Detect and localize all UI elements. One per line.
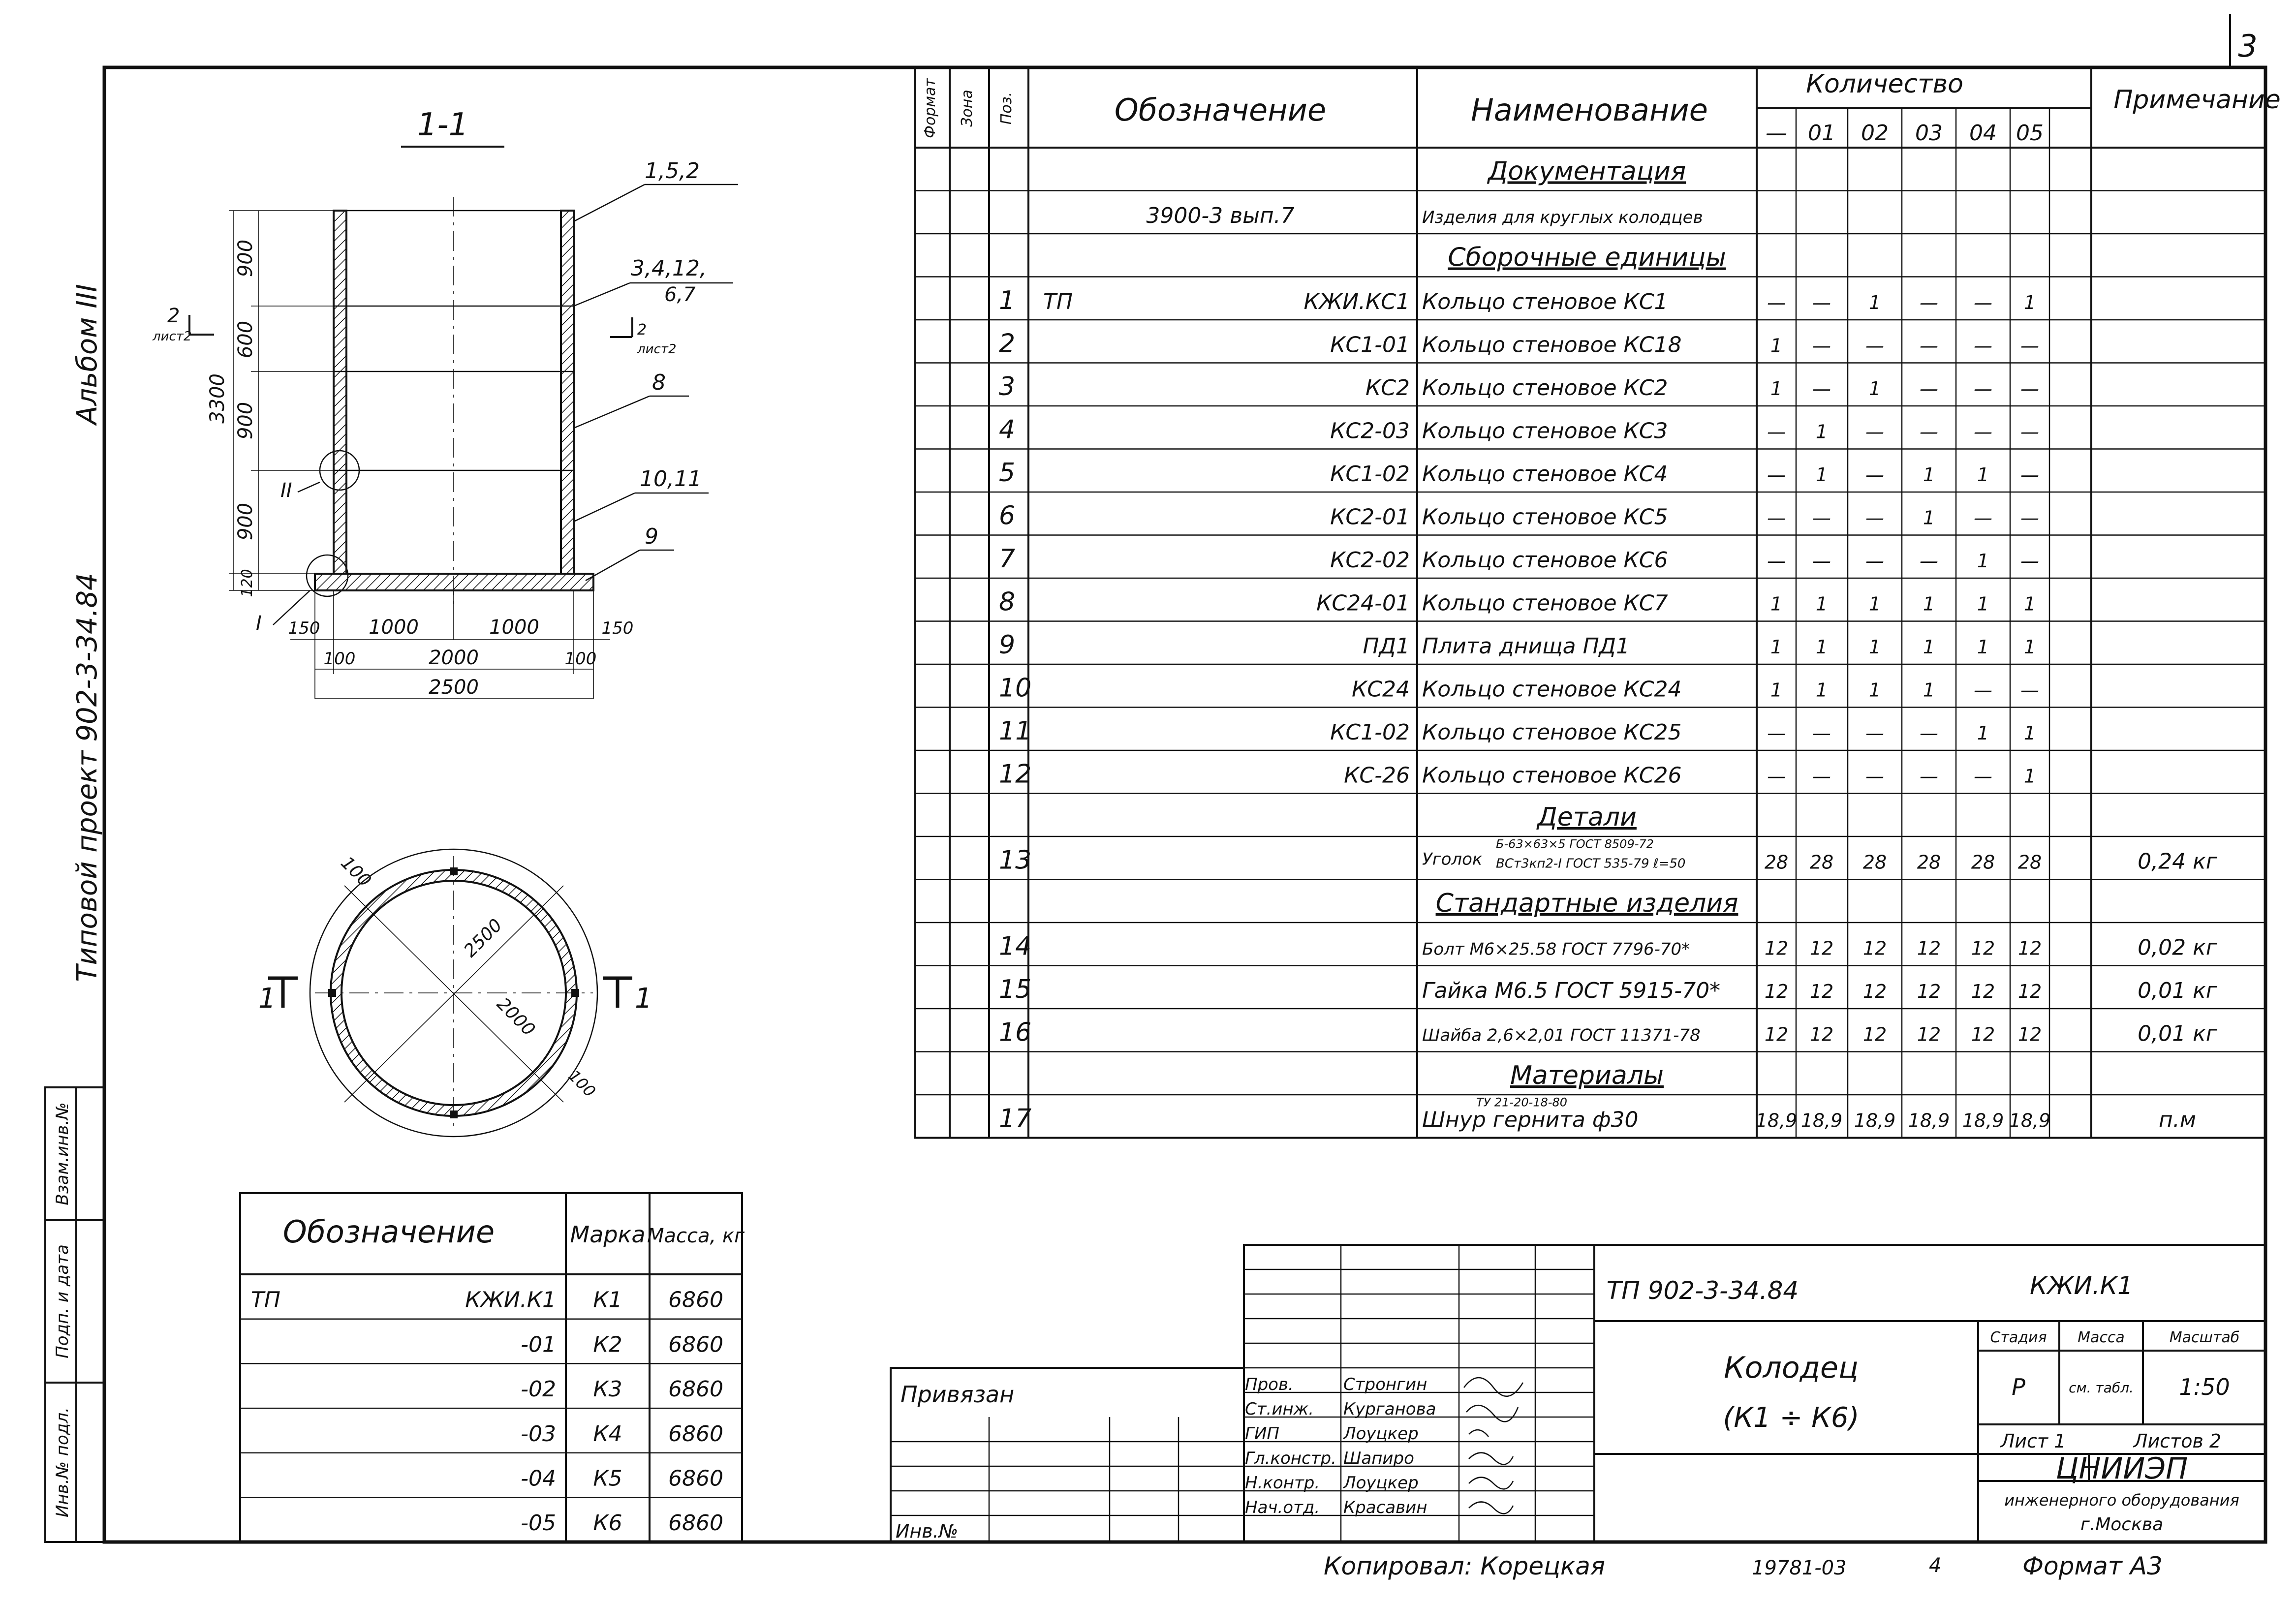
doc-code: ТП 902-3-34.84 — [1606, 1276, 1799, 1305]
spec-header-name: Наименование — [1471, 92, 1708, 128]
spec-qty-5-3: — — [1920, 378, 1938, 400]
side-labels — [71, 284, 103, 982]
scale-value: 1:50 — [2179, 1374, 2230, 1400]
spec-header-designation: Обозначение — [1114, 92, 1327, 128]
spec-qty-19-3: 12 — [1917, 981, 1941, 1002]
spec-name-6: Кольцо стеновое КС3 — [1422, 418, 1668, 444]
spec-name-7: Кольцо стеновое КС4 — [1422, 462, 1668, 487]
sig-name-4: Шапиро — [1343, 1449, 1414, 1468]
stamp-field-sign-date: Подп. и дата — [53, 1244, 72, 1358]
spec-designation-6: КС2-03 — [1330, 418, 1410, 444]
mass-mark-4: К5 — [593, 1466, 622, 1491]
section-title: 1-1 — [417, 107, 469, 143]
dim-v-4: 900 — [234, 502, 257, 541]
spec-qty-14-1: — — [1812, 765, 1831, 787]
mass-mark-5: К6 — [593, 1511, 622, 1536]
spec-qty-13-5: 1 — [2023, 722, 2036, 744]
spec-pos-12: 10 — [999, 673, 1032, 703]
title-block — [891, 1245, 2265, 1542]
sheet-frame — [104, 14, 2265, 1542]
spec-qty-8-3: 1 — [1923, 507, 1935, 529]
doc-title-line1: Колодец — [1724, 1351, 1859, 1385]
spec-note-16: 0,24 кг — [2138, 849, 2217, 874]
spec-designation-9: КС2-02 — [1330, 548, 1410, 573]
spec-pos-6: 4 — [999, 415, 1016, 445]
spec-pos-8: 6 — [999, 501, 1016, 531]
cut-sheet-right: лист2 — [637, 342, 677, 357]
spec-section-15: Детали — [1537, 802, 1637, 832]
spec-qty-3-3: — — [1920, 292, 1938, 313]
spec-qty-19-1: 12 — [1809, 981, 1834, 1002]
spec-des-prefix-3: ТП — [1043, 289, 1073, 314]
sheet-value: Лист 1 — [2000, 1430, 2066, 1452]
stamp-field-replace: Взам.инв.№ — [53, 1102, 72, 1205]
mass-value-2: 6860 — [668, 1377, 723, 1402]
spec-qty-7-5: — — [2020, 464, 2039, 486]
spec-qty-9-1: — — [1812, 550, 1831, 572]
dim-v-3: 900 — [234, 401, 257, 440]
spec-qty-6-5: — — [2020, 421, 2039, 443]
spec-designation-4: КС1-01 — [1330, 332, 1410, 358]
spec-section-17: Стандартные изделия — [1435, 889, 1738, 918]
dim-h-top-4: 150 — [601, 618, 634, 638]
spec-header-pos: Поз. — [998, 92, 1015, 125]
spec-qty-12-4: — — [1974, 679, 1992, 701]
stage-label: Стадия — [1990, 1329, 2047, 1346]
spec-name-22: Шнур гернита ф30 — [1422, 1107, 1639, 1133]
dim-overall-height: 3300 — [206, 373, 229, 424]
plan-dim-4: 100 — [564, 1066, 599, 1101]
signature-scribble — [1464, 1378, 1523, 1513]
page-number: 4 — [1929, 1554, 1942, 1577]
spec-qty-14-3: — — [1920, 765, 1938, 787]
spec-qty-19-0: 12 — [1764, 981, 1789, 1002]
dim-overall-width: 2500 — [429, 676, 479, 699]
spec-qty-9-5: — — [2020, 550, 2039, 572]
callout-6: 9 — [645, 524, 658, 549]
spec-qty-3-0: — — [1767, 292, 1786, 313]
dim-h-mid-2: 2000 — [429, 647, 479, 669]
spec-pos-22: 17 — [999, 1104, 1032, 1134]
spec-qty-19-2: 12 — [1862, 981, 1887, 1002]
spec-name-5: Кольцо стеновое КС2 — [1422, 375, 1668, 401]
node-label-1: I — [256, 612, 262, 635]
scale-label: Масштаб — [2169, 1329, 2240, 1346]
spec-qty-4-5: — — [2020, 335, 2039, 357]
spec-qty-18-3: 12 — [1917, 937, 1941, 959]
bottom-slab — [315, 574, 593, 590]
mass-value-5: 6860 — [668, 1511, 723, 1536]
spec-section-2: Сборочные единицы — [1448, 243, 1726, 273]
sig-name-2: Курганова — [1343, 1399, 1436, 1419]
spec-name-13: Кольцо стеновое КС25 — [1422, 720, 1682, 745]
spec-pos-18: 14 — [999, 931, 1032, 961]
spec-qty-12-0: 1 — [1770, 679, 1783, 701]
spec-qty-20-3: 12 — [1917, 1023, 1941, 1046]
spec-name-8: Кольцо стеновое КС5 — [1422, 504, 1668, 530]
project-label: Типовой проект 902-3-34.84 — [71, 573, 103, 982]
dim-h-top-1: 150 — [288, 618, 320, 638]
spec-qty-11-3: 1 — [1923, 636, 1935, 658]
inv-label: Инв.№ — [896, 1520, 959, 1542]
spec-name-19: Гайка М6.5 ГОСТ 5915-70* — [1422, 978, 1721, 1003]
spec-qty-4-2: — — [1865, 335, 1884, 357]
qty-col-header-5: 05 — [2016, 121, 2044, 146]
spec-qty-13-3: — — [1920, 722, 1938, 744]
stamp-field-inventory: Инв.№ подл. — [53, 1407, 72, 1517]
spec-designation-13: КС1-02 — [1330, 720, 1410, 745]
spec-qty-16-0: 28 — [1764, 851, 1789, 873]
spec-designation-12: КС24 — [1352, 677, 1410, 702]
spec-note-20: 0,01 кг — [2138, 1021, 2217, 1047]
qty-col-header-0: — — [1766, 121, 1787, 146]
spec-qty-7-1: 1 — [1815, 464, 1828, 486]
mass-prefix-0: ТП — [251, 1287, 280, 1313]
spec-qty-9-2: — — [1865, 550, 1884, 572]
spec-qty-16-1: 28 — [1809, 851, 1834, 873]
spec-qty-20-4: 12 — [1971, 1023, 1995, 1046]
qty-col-header-1: 01 — [1808, 121, 1835, 146]
sig-role-2: Ст.инж. — [1245, 1399, 1314, 1419]
spec-qty-20-5: 12 — [2017, 1023, 2042, 1046]
mass-header-mark: Марка — [570, 1221, 646, 1248]
spec-name-12: Кольцо стеновое КС24 — [1422, 677, 1682, 702]
spec-designation-8: КС2-01 — [1330, 504, 1410, 530]
plan-dim-1: 100 — [337, 853, 375, 891]
spec-name-top-22: ТУ 21-20-18-80 — [1476, 1095, 1568, 1110]
spec-qty-4-4: — — [1974, 335, 1992, 357]
spec-qty-10-3: 1 — [1923, 593, 1935, 615]
callout-3: 6,7 — [664, 283, 696, 306]
spec-name-3: Кольцо стеновое КС1 — [1422, 289, 1668, 314]
mass-value: см. табл. — [2069, 1380, 2134, 1396]
spec-designation-11: ПД1 — [1363, 634, 1410, 659]
spec-qty-8-0: — — [1767, 507, 1786, 529]
spec-qty-8-5: — — [2020, 507, 2039, 529]
spec-pos-5: 3 — [999, 372, 1016, 401]
spec-qty-7-4: 1 — [1977, 464, 1989, 486]
spec-qty-22-2: 18,9 — [1854, 1110, 1896, 1132]
dim-h-mid-3: 100 — [564, 649, 597, 669]
spec-pos-9: 7 — [999, 544, 1016, 574]
mass-designation-4: -04 — [521, 1466, 556, 1491]
mass-designation-0: КЖИ.К1 — [465, 1287, 556, 1313]
doc-title-line2: (К1 ÷ К6) — [1723, 1402, 1860, 1434]
spec-qty-10-1: 1 — [1815, 593, 1828, 615]
spec-qty-11-5: 1 — [2023, 636, 2036, 658]
tied-label: Привязан — [900, 1381, 1015, 1408]
spec-qty-18-2: 12 — [1862, 937, 1887, 959]
spec-qty-11-2: 1 — [1868, 636, 1881, 658]
doc-mark: КЖИ.К1 — [2030, 1271, 2133, 1300]
spec-qty-14-4: — — [1974, 765, 1992, 787]
sig-name-3: Лоуцкер — [1343, 1424, 1419, 1444]
spec-pos-13: 11 — [999, 716, 1032, 746]
mass-value-3: 6860 — [668, 1421, 723, 1447]
spec-qty-18-0: 12 — [1764, 937, 1789, 959]
spec-qty-5-2: 1 — [1868, 378, 1881, 400]
cut-sheet-left: лист2 — [153, 329, 192, 344]
spec-header-note: Примечание — [2113, 85, 2281, 115]
spec-designation-3: КЖИ.КС1 — [1303, 289, 1410, 314]
mass-header-designation: Обозначение — [282, 1214, 495, 1250]
spec-table — [915, 67, 2281, 1138]
dim-h-top-3: 1000 — [489, 616, 539, 639]
spec-qty-5-0: 1 — [1770, 378, 1783, 400]
spec-qty-10-5: 1 — [2023, 593, 2036, 615]
spec-designation-10: КС24-01 — [1316, 590, 1410, 616]
mass-mark-2: К3 — [593, 1377, 622, 1402]
spec-designation-5: КС2 — [1365, 375, 1410, 401]
spec-qty-12-3: 1 — [1923, 679, 1935, 701]
spec-qty-7-3: 1 — [1923, 464, 1935, 486]
spec-qty-12-2: 1 — [1868, 679, 1881, 701]
spec-name-11: Плита днища ПД1 — [1422, 634, 1630, 659]
spec-name-1: Изделия для круглых колодцев — [1422, 208, 1703, 227]
mass-mark-0: К1 — [593, 1287, 622, 1313]
spec-designation-1: 3900-3 вып.7 — [1146, 203, 1295, 228]
format-label: Формат А3 — [2022, 1552, 2163, 1580]
spec-pos-10: 8 — [999, 587, 1016, 617]
cut-label-right: 2 — [637, 321, 647, 339]
spec-qty-20-2: 12 — [1862, 1023, 1887, 1046]
spec-qty-13-0: — — [1767, 722, 1786, 744]
spec-qty-22-1: 18,9 — [1800, 1110, 1843, 1132]
spec-qty-16-2: 28 — [1862, 851, 1887, 873]
sheet-number: 3 — [2238, 28, 2258, 64]
spec-qty-18-1: 12 — [1809, 937, 1834, 959]
spec-qty-9-4: 1 — [1977, 550, 1989, 572]
spec-note-18: 0,02 кг — [2138, 935, 2217, 960]
spec-qty-14-0: — — [1767, 765, 1786, 787]
spec-qty-16-3: 28 — [1917, 851, 1941, 873]
spec-name-4: Кольцо стеновое КС18 — [1422, 332, 1682, 358]
spec-designation-14: КС-26 — [1344, 763, 1410, 788]
cut-label-left: 2 — [167, 305, 180, 327]
mass-designation-2: -02 — [521, 1377, 556, 1402]
qty-col-header-2: 02 — [1861, 121, 1889, 146]
qty-col-header-3: 03 — [1915, 121, 1943, 146]
spec-qty-5-4: — — [1974, 378, 1992, 400]
sig-name-1: Стронгин — [1343, 1375, 1427, 1394]
spec-section-0: Документация — [1488, 156, 1686, 186]
spec-qty-13-4: 1 — [1977, 722, 1989, 744]
spec-pos-7: 5 — [999, 458, 1016, 488]
spec-pos-14: 12 — [999, 759, 1032, 789]
plan-dim-3: 2000 — [493, 993, 539, 1040]
spec-header-format: Формат — [922, 78, 939, 138]
spec-qty-6-0: — — [1767, 421, 1786, 443]
right-wall — [561, 211, 574, 574]
spec-qty-12-5: — — [2020, 679, 2039, 701]
spec-note-22: п.м — [2159, 1107, 2196, 1133]
spec-pos-19: 15 — [999, 975, 1032, 1004]
spec-qty-13-1: — — [1812, 722, 1831, 744]
spec-pos-4: 2 — [999, 329, 1016, 359]
side-stamp — [45, 1087, 104, 1542]
dim-h-top-2: 1000 — [369, 616, 419, 639]
mass-value-0: 6860 — [668, 1287, 723, 1313]
sheets-value: Листов 2 — [2133, 1430, 2222, 1452]
mass-table — [240, 1193, 745, 1542]
spec-name-16: Уголок — [1422, 849, 1483, 869]
org-name: ЦНИИЭП — [2055, 1451, 2188, 1486]
spec-qty-6-1: 1 — [1815, 421, 1828, 443]
spec-qty-3-5: 1 — [2023, 292, 2036, 313]
sig-name-6: Красавин — [1343, 1498, 1427, 1517]
spec-qty-13-2: — — [1865, 722, 1884, 744]
spec-pos-16: 13 — [999, 845, 1032, 875]
plan-dim-2: 2500 — [460, 915, 506, 961]
spec-qty-22-4: 18,9 — [1962, 1110, 2004, 1132]
spec-qty-6-4: — — [1974, 421, 1992, 443]
spec-qty-14-2: — — [1865, 765, 1884, 787]
spec-qty-3-2: 1 — [1868, 292, 1881, 313]
spec-qty-18-4: 12 — [1971, 937, 1995, 959]
mass-value-1: 6860 — [668, 1332, 723, 1357]
spec-qty-3-4: — — [1974, 292, 1992, 313]
spec-qty-10-0: 1 — [1770, 593, 1783, 615]
spec-qty-6-2: — — [1865, 421, 1884, 443]
spec-qty-18-5: 12 — [2017, 937, 2042, 959]
callout-5: 10,11 — [640, 466, 702, 492]
spec-qty-3-1: — — [1812, 292, 1831, 313]
sig-role-5: Н.контр. — [1245, 1473, 1320, 1493]
mass-designation-3: -03 — [521, 1421, 556, 1447]
spec-qty-4-1: — — [1812, 335, 1831, 357]
mass-header-mass: Масса, кг — [647, 1225, 745, 1247]
plan-view — [258, 849, 652, 1137]
dim-v-5: 120 — [239, 569, 256, 597]
spec-qty-11-4: 1 — [1977, 636, 1989, 658]
mass-label: Масса — [2078, 1329, 2125, 1346]
section-view — [152, 107, 738, 699]
mass-mark-1: К2 — [593, 1332, 622, 1357]
spec-qty-5-5: — — [2020, 378, 2039, 400]
spec-qty-22-3: 18,9 — [1908, 1110, 1950, 1132]
copied-by: Копировал: Корецкая — [1324, 1552, 1605, 1580]
spec-pos-20: 16 — [999, 1018, 1032, 1048]
spec-name-9: Кольцо стеновое КС6 — [1422, 548, 1668, 573]
sig-role-6: Нач.отд. — [1245, 1498, 1320, 1517]
spec-qty-10-2: 1 — [1868, 593, 1881, 615]
spec-qty-4-0: 1 — [1770, 335, 1783, 357]
spec-header-quantity: Количество — [1806, 69, 1963, 99]
qty-col-header-4: 04 — [1969, 121, 1997, 146]
spec-name-bottom-16: ВСт3кп2-I ГОСТ 535-79 ℓ=50 — [1496, 856, 1686, 871]
spec-pos-3: 1 — [999, 286, 1016, 315]
spec-qty-4-3: — — [1920, 335, 1938, 357]
spec-qty-8-4: — — [1974, 507, 1992, 529]
sig-role-1: Пров. — [1245, 1375, 1294, 1394]
spec-qty-19-5: 12 — [2017, 981, 2042, 1002]
spec-qty-10-4: 1 — [1977, 593, 1989, 615]
sig-name-5: Лоуцкер — [1343, 1473, 1419, 1493]
mass-mark-3: К4 — [593, 1421, 622, 1447]
node-label-2: II — [280, 479, 292, 502]
sig-role-3: ГИП — [1245, 1424, 1279, 1444]
spec-qty-6-3: — — [1920, 421, 1938, 443]
mass-designation-1: -01 — [521, 1332, 556, 1357]
spec-pos-11: 9 — [999, 630, 1016, 660]
spec-section-21: Материалы — [1510, 1061, 1664, 1090]
order-number: 19781-03 — [1752, 1557, 1847, 1579]
spec-qty-16-5: 28 — [2017, 851, 2042, 873]
mass-value-4: 6860 — [668, 1466, 723, 1491]
spec-name-14: Кольцо стеновое КС26 — [1422, 763, 1682, 788]
plan-cut-left: 1 — [258, 983, 276, 1015]
mass-designation-5: -05 — [521, 1511, 556, 1536]
spec-designation-7: КС1-02 — [1330, 462, 1410, 487]
spec-qty-22-5: 18,9 — [2009, 1110, 2051, 1132]
footer — [1324, 1552, 2163, 1580]
callout-4: 8 — [652, 370, 666, 395]
spec-name-18: Болт М6×25.58 ГОСТ 7796-70* — [1422, 939, 1690, 959]
album-label: Альбом III — [71, 284, 103, 425]
spec-name-10: Кольцо стеновое КС7 — [1422, 590, 1668, 616]
org-city: г.Москва — [2080, 1514, 2164, 1535]
dim-h-mid-1: 100 — [323, 649, 356, 669]
plan-cut-right: 1 — [635, 983, 652, 1015]
spec-qty-12-1: 1 — [1815, 679, 1828, 701]
dim-v-1: 900 — [234, 239, 257, 278]
spec-qty-11-1: 1 — [1815, 636, 1828, 658]
spec-qty-20-1: 12 — [1809, 1023, 1834, 1046]
spec-qty-5-1: — — [1812, 378, 1831, 400]
left-wall — [334, 211, 346, 574]
spec-name-20: Шайба 2,6×2,01 ГОСТ 11371-78 — [1422, 1025, 1701, 1046]
spec-note-19: 0,01 кг — [2138, 978, 2217, 1003]
spec-qty-19-4: 12 — [1971, 981, 1995, 1002]
spec-name-top-16: Б-63×63×5 ГОСТ 8509-72 — [1496, 837, 1654, 851]
spec-qty-9-0: — — [1767, 550, 1786, 572]
stage-value: Р — [2012, 1374, 2025, 1400]
spec-qty-7-0: — — [1767, 464, 1786, 486]
spec-qty-14-5: 1 — [2023, 765, 2036, 787]
spec-qty-9-3: — — [1920, 550, 1938, 572]
sig-role-4: Гл.констр. — [1245, 1449, 1336, 1468]
org-sub: инженерного оборудования — [2004, 1491, 2239, 1510]
callout-1: 1,5,2 — [645, 158, 700, 184]
spec-qty-11-0: 1 — [1770, 636, 1783, 658]
callout-2: 3,4,12, — [631, 256, 707, 281]
spec-qty-22-0: 18,9 — [1755, 1110, 1798, 1132]
dim-v-2: 600 — [234, 320, 257, 359]
spec-qty-20-0: 12 — [1764, 1023, 1789, 1046]
spec-header-zone: Зона — [959, 90, 976, 127]
spec-qty-8-1: — — [1812, 507, 1831, 529]
spec-qty-7-2: — — [1865, 464, 1884, 486]
spec-qty-16-4: 28 — [1971, 851, 1995, 873]
spec-qty-8-2: — — [1865, 507, 1884, 529]
